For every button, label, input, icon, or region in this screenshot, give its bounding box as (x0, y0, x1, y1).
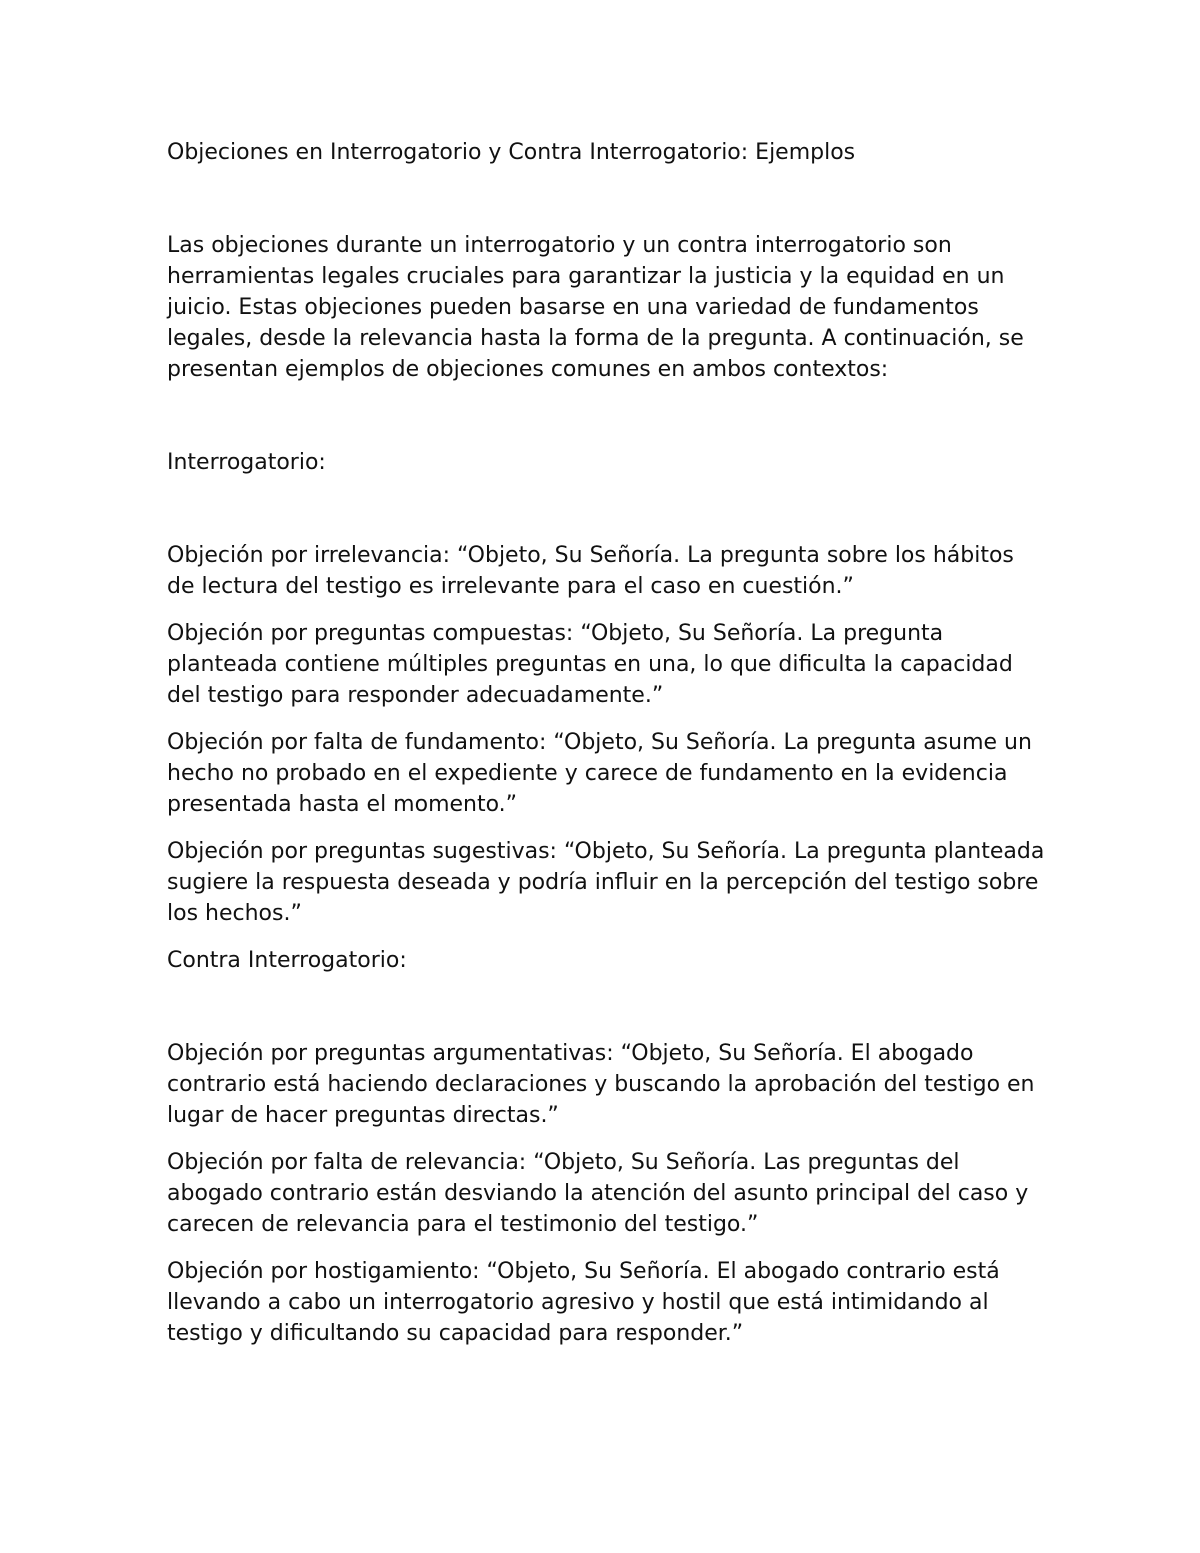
objection-item: Objeción por preguntas argumentativas: “Objeto, Su Señoría. El abogado contrario está haciendo declaraciones y buscando la aprobación del testigo en lugar de hacer preguntas directas.” (167, 1041, 1035, 1128)
objection-item: Objeción por falta de fundamento: “Objeto, Su Señoría. La pregunta asume un hecho no probado en el expediente y carece de fundamento en la evidencia presentada hasta el momento.” (167, 730, 1032, 817)
objection-item: Objeción por preguntas sugestivas: “Objeto, Su Señoría. La pregunta planteada sugiere la respuesta deseada y podría influir en la percepción del testigo sobre los hechos.” (167, 839, 1045, 926)
document-page (167, 137, 1047, 1365)
intro-paragraph: Las objeciones durante un interrogatorio y un contra interrogatorio son herramientas legales cruciales para garantizar la justicia y la equidad en un juicio. Estas objeciones pueden basarse en una variedad de fundamentos legales, desde la relevancia hasta la forma de la pregunta. A continuación, se presentan ejemplos de objeciones comunes en ambos contextos: (167, 233, 1024, 382)
objection-item: Objeción por preguntas compuestas: “Objeto, Su Señoría. La pregunta planteada contiene múltiples preguntas en una, lo que dificulta la capacidad del testigo para responder adecuadamente.” (167, 621, 1013, 708)
objection-item: Objeción por irrelevancia: “Objeto, Su Señoría. La pregunta sobre los hábitos de lectura del testigo es irrelevante para el caso en cuestión.” (167, 543, 1014, 599)
section-heading-contra-interrogatorio: Contra Interrogatorio: (167, 948, 407, 973)
objection-item: Objeción por falta de relevancia: “Objeto, Su Señoría. Las preguntas del abogado contrario están desviando la atención del asunto principal del caso y carecen de relevancia para el testimonio del testigo.” (167, 1150, 1029, 1237)
objection-list-interrogatorio (167, 540, 1047, 929)
document-title: Objeciones en Interrogatorio y Contra Interrogatorio: Ejemplos (167, 140, 856, 165)
objection-list-contra-interrogatorio (167, 1038, 1047, 1349)
objection-item: Objeción por hostigamiento: “Objeto, Su Señoría. El abogado contrario está llevando a cabo un interrogatorio agresivo y hostil que está intimidando al testigo y dificultando su capacidad para responder.” (167, 1259, 1000, 1346)
section-heading-interrogatorio: Interrogatorio: (167, 450, 326, 475)
